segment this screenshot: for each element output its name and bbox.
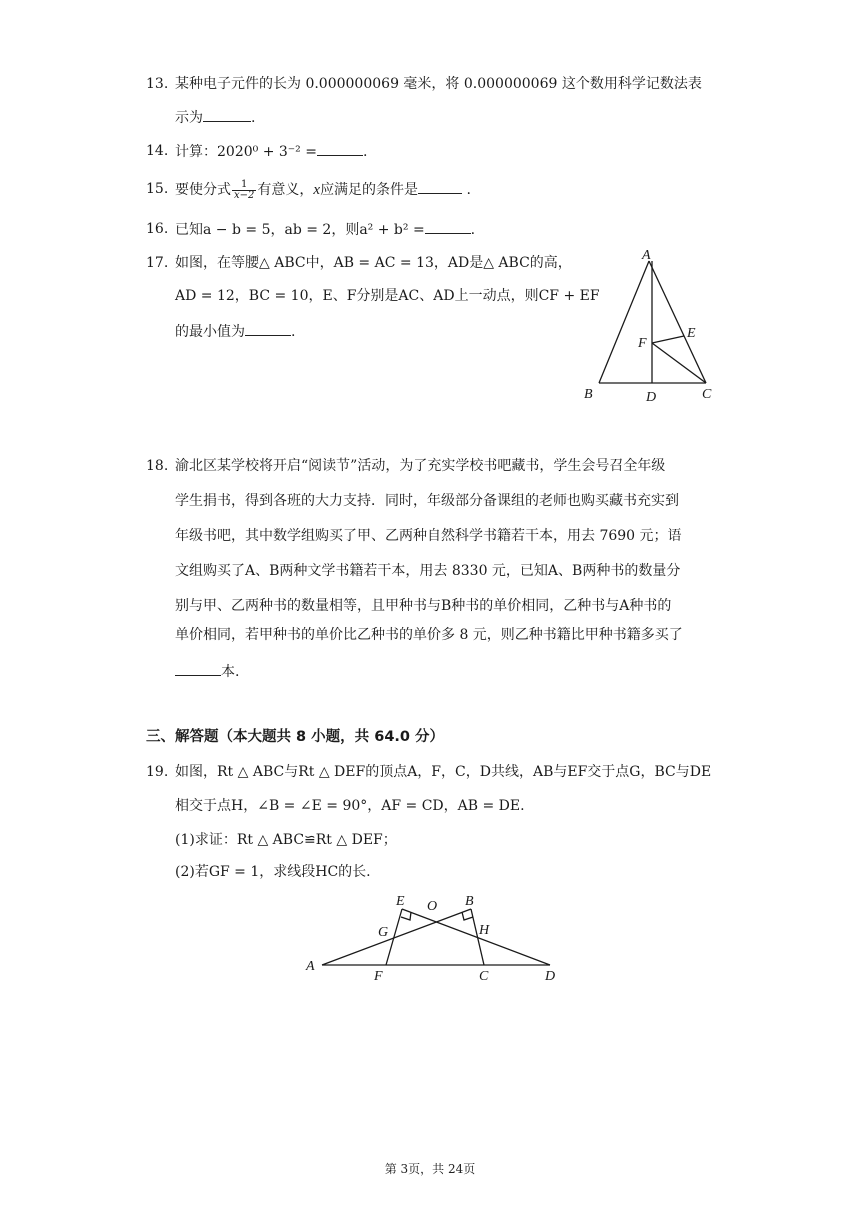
- q15-mid: 有意义，: [257, 182, 314, 198]
- q17-label-b: B: [584, 387, 593, 402]
- q19-label-h: H: [479, 923, 490, 938]
- q17-label-f: F: [638, 336, 647, 351]
- q17-label-c: C: [702, 387, 712, 402]
- q17-label-a: A: [642, 248, 651, 263]
- q16-text: 已知a − b = 5，ab = 2，则a² + b² =: [175, 222, 425, 238]
- q15-fraction: [232, 180, 256, 201]
- q15-answer-blank[interactable]: [418, 179, 462, 194]
- q13-line2-text: 示为: [175, 110, 203, 126]
- q19-label-d: D: [545, 969, 556, 984]
- q14-answer-blank[interactable]: [317, 141, 363, 156]
- q17-line1: 如图，在等腰△ ABC中，AB = AC = 13，AD是△ ABC的高，: [175, 255, 572, 271]
- q15-frac-denominator: x−2: [234, 189, 255, 201]
- q17-side-ac: [649, 261, 706, 383]
- q19-line2: 相交于点H，∠B = ∠E = 90°，AF = CD，AB = DE.: [175, 798, 525, 814]
- q18-line7: [175, 661, 239, 682]
- q17-label-d: D: [646, 390, 657, 405]
- q17-segment-fc: [652, 343, 706, 383]
- q17-side-ab: [599, 261, 649, 383]
- q18-line3: 年级书吧，其中数学组购买了甲、乙两种自然科学书籍若干本，用去 7690 元；语: [175, 528, 682, 544]
- q13-line1: 某种电子元件的长为 0.000000069 毫米，将 0.000000069 这个数用科学记数法表: [175, 76, 702, 92]
- q19-side-ab: [322, 909, 471, 965]
- q19-number: 19.: [146, 764, 169, 780]
- q17-segment-fe: [652, 336, 684, 343]
- q16-end: .: [470, 222, 476, 238]
- q18-line5: 别与甲、乙两种书的数量相等，且甲种书与B种书的单价相同，乙种书与A种书的: [175, 598, 672, 614]
- q16-answer-blank[interactable]: [425, 219, 471, 234]
- q19-label-a: A: [306, 959, 315, 974]
- q16-line: [175, 219, 475, 240]
- q14-end: .: [362, 144, 368, 160]
- q17-answer-blank[interactable]: [245, 321, 291, 336]
- q15-line: [175, 179, 471, 201]
- q18-answer-blank[interactable]: [175, 661, 221, 676]
- q19-label-b: B: [465, 894, 474, 909]
- q18-line7-text: 本.: [221, 664, 240, 680]
- q19-label-o: O: [427, 899, 438, 914]
- q15-var: x: [313, 182, 321, 198]
- q13-number: 13.: [146, 76, 169, 92]
- q17-line3-text: 的最小值为: [175, 324, 245, 340]
- q19-side-ed: [402, 909, 550, 965]
- q19-part1: (1)求证：Rt △ ABC≌Rt △ DEF；: [175, 832, 397, 848]
- q15-frac-numerator: 1: [232, 180, 256, 191]
- q19-label-g: G: [378, 925, 389, 940]
- q19-line1: 如图，Rt △ ABC与Rt △ DEF的顶点A，F，C，D共线，AB与EF交于点G，BC与DE: [175, 764, 712, 780]
- q19-label-c: C: [479, 969, 489, 984]
- q14-line: [175, 141, 367, 162]
- q18-number: 18.: [146, 458, 169, 474]
- q18-line1: 渝北区某学校将开启“阅读节”活动，为了充实学校书吧藏书，学生会号召全年级: [175, 458, 666, 474]
- q15-prefix: 要使分式: [175, 182, 231, 198]
- q15-suffix: 应满足的条件是: [320, 182, 419, 198]
- section-3-heading: 三、解答题（本大题共 8 小题，共 64.0 分）: [146, 729, 445, 745]
- q13-end: .: [251, 110, 256, 126]
- q19-right-angle-e: [401, 912, 411, 920]
- q19-label-f: F: [374, 969, 383, 984]
- q17-label-e: E: [687, 326, 696, 341]
- q16-number: 16.: [146, 221, 169, 237]
- page-footer: 第 3页，共 24页: [384, 1162, 476, 1176]
- q13-line2: [175, 107, 255, 128]
- q17-line3: [175, 321, 295, 342]
- q18-line2: 学生捐书，得到各班的大力支持．同时，年级部分备课组的老师也购买藏书充实到: [175, 493, 679, 509]
- q17-triangle-figure: [578, 245, 728, 410]
- q19-triangles-figure: [300, 888, 570, 988]
- q14-number: 14.: [146, 143, 169, 159]
- q17-line2: AD = 12，BC = 10，E、F分别是AC、AD上一动点，则CF + EF: [175, 288, 600, 304]
- q17-end: .: [291, 324, 296, 340]
- q17-number: 17.: [146, 255, 169, 271]
- q19-part2: (2)若GF = 1，求线段HC的长.: [175, 864, 371, 880]
- q14-prefix: 计算：: [175, 144, 217, 160]
- q15-number: 15.: [146, 181, 169, 197]
- q19-label-e: E: [396, 894, 405, 909]
- q13-answer-blank[interactable]: [203, 107, 251, 122]
- q15-end: .: [462, 182, 471, 198]
- q18-line6: 单价相同，若甲种书的单价比乙种书的单价多 8 元，则乙种书籍比甲种书籍多买了: [175, 627, 683, 643]
- q19-side-ef: [386, 909, 402, 965]
- q14-expr: 2020⁰ + 3⁻² =: [217, 144, 317, 160]
- q18-line4: 文组购买了A、B两种文学书籍若干本，用去 8330 元，已知A、B两种书的数量分: [175, 563, 681, 579]
